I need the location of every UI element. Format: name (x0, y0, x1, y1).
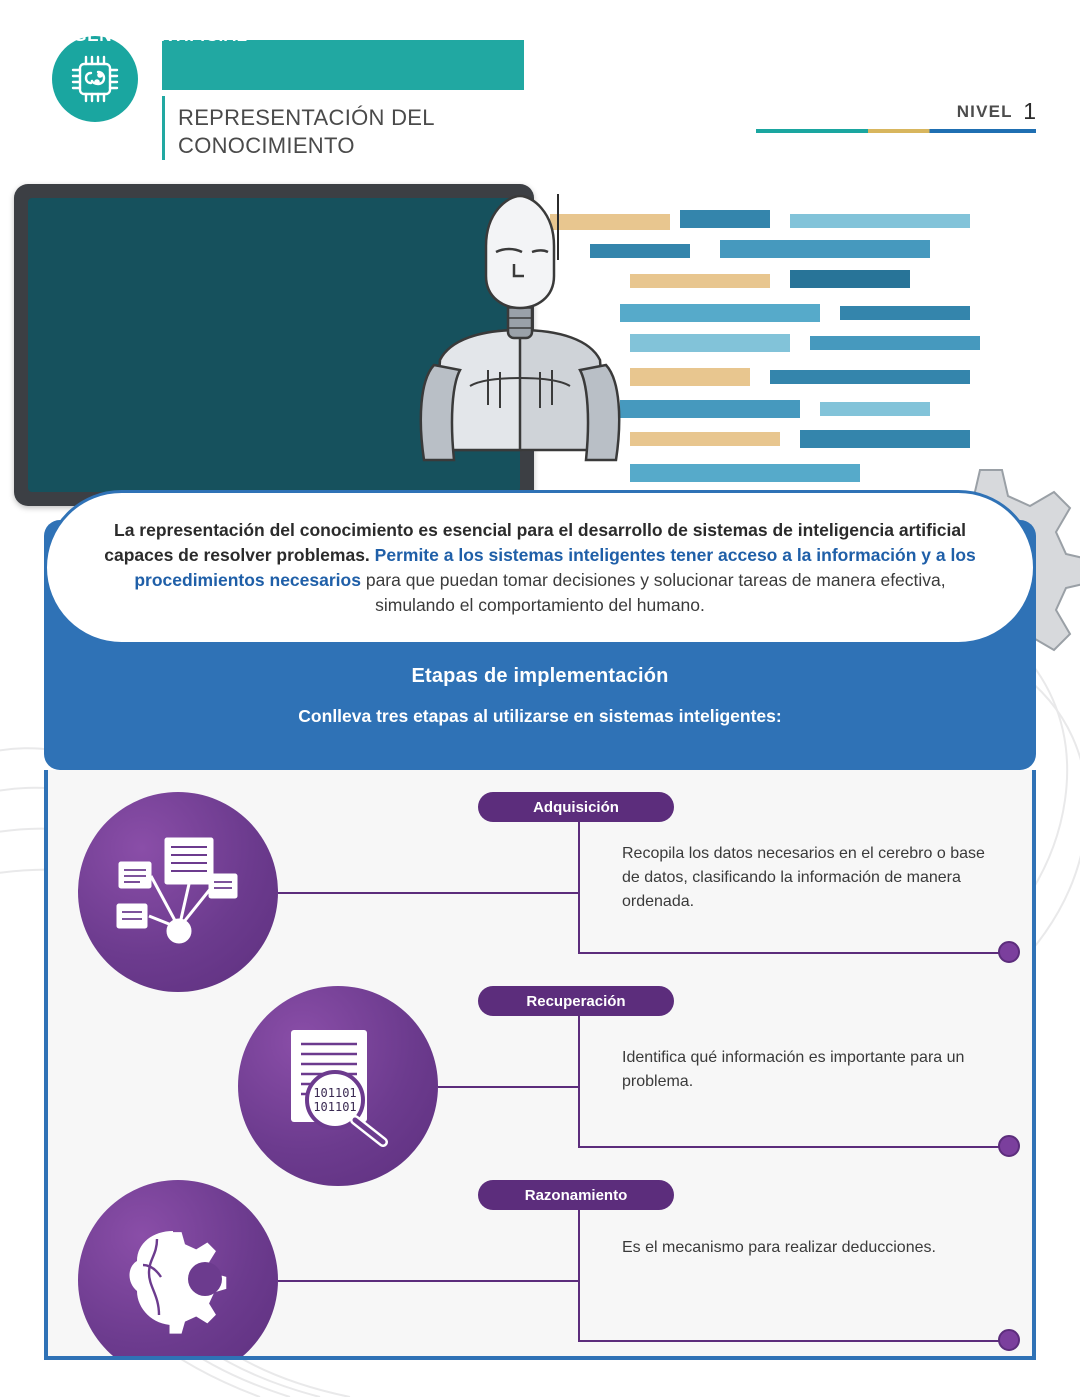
stage-1-icon-circle (78, 792, 278, 992)
page-header (0, 0, 1080, 180)
level-bar (756, 129, 1036, 133)
stage-1-connector-vertical (578, 807, 580, 953)
title-divider (162, 96, 165, 160)
stage-1-connector-left (278, 892, 578, 894)
stage-1-end-dot (998, 941, 1020, 963)
stage-1-description: Recopila los datos necesarios en el cerebro o base de datos, clasificando la información de manera ordenada. (622, 845, 985, 910)
stage-item-recuperacion[interactable] (48, 974, 1036, 1170)
level-indicator (756, 96, 1036, 133)
page-title (178, 104, 435, 160)
intro-text-part3: para que puedan tomar decisiones y solucionar tareas de manera efectiva, simulando el comportamiento del humano. (365, 569, 946, 615)
stage-item-razonamiento[interactable] (48, 1168, 1036, 1360)
stage-3-label: Razonamiento (524, 1186, 628, 1204)
stages-panel (44, 770, 1036, 1360)
stage-2-icon-text-1: 101101 (313, 1086, 357, 1100)
stages-header (44, 665, 1036, 727)
level-label: NIVEL (956, 102, 1013, 121)
humanoid-robot-icon (410, 190, 630, 510)
stage-2-description: Identifica qué información es importante para un problema. (622, 1049, 965, 1090)
logo-badge (52, 36, 138, 122)
intro-text-part1: La representación del conocimiento es esencial para el desarrollo de sistemas de inteligencia artificial capaces de resolver problemas. (104, 519, 966, 565)
stage-1-label-pill[interactable] (478, 792, 674, 822)
stage-2-label-pill[interactable] (478, 986, 674, 1016)
brand-title-line2: INTELIGENCIA ARTIFICIAL (16, 26, 248, 45)
ai-chip-brain-icon (67, 51, 123, 107)
stage-3-connector-bottom (578, 1340, 1008, 1342)
level-number: 1 (1023, 98, 1036, 124)
page-title-line1: REPRESENTACIÓN DEL (178, 105, 435, 130)
hero-illustration (0, 180, 1080, 540)
intro-text (47, 518, 1033, 618)
stage-3-end-dot (998, 1329, 1020, 1351)
stage-2-icon-circle (238, 986, 438, 1186)
stage-3-connector-vertical (578, 1195, 580, 1341)
stages-title: Etapas de implementación (411, 665, 669, 687)
stage-item-adquisicion[interactable] (48, 780, 1036, 976)
stage-1-label: Adquisición (533, 798, 619, 816)
page-title-line2: CONOCIMIENTO (178, 133, 355, 158)
brand-band (162, 40, 524, 90)
stage-3-description: Es el mecanismo para realizar deducciones. (622, 1239, 936, 1256)
stage-3-label-pill[interactable] (478, 1180, 674, 1210)
stage-2-connector-left (438, 1086, 578, 1088)
stage-2-end-dot (998, 1135, 1020, 1157)
stage-3-icon-circle (78, 1180, 278, 1360)
document-magnifier-icon (275, 1024, 401, 1148)
intro-text-highlight: Permite a los sistemas inteligentes tener acceso a la información y a los procedimientos necesarios (134, 544, 976, 590)
intro-card (44, 490, 1036, 645)
brand-title (16, 7, 248, 45)
stage-1-connector-bottom (578, 952, 1008, 954)
stage-2-icon-text-2: 101101 (313, 1100, 357, 1114)
stage-2-connector-vertical (578, 1001, 580, 1147)
brain-gear-icon (113, 1221, 243, 1339)
stage-2-connector-bottom (578, 1146, 1008, 1148)
stage-2-label: Recuperación (526, 992, 626, 1010)
brand-title-line1: FUNDAMENTOS DE (16, 7, 185, 26)
stages-subtitle: Conlleva tres etapas al utilizarse en sistemas inteligentes: (298, 706, 782, 726)
stage-3-connector-left (278, 1280, 578, 1282)
documents-network-icon (113, 832, 243, 952)
